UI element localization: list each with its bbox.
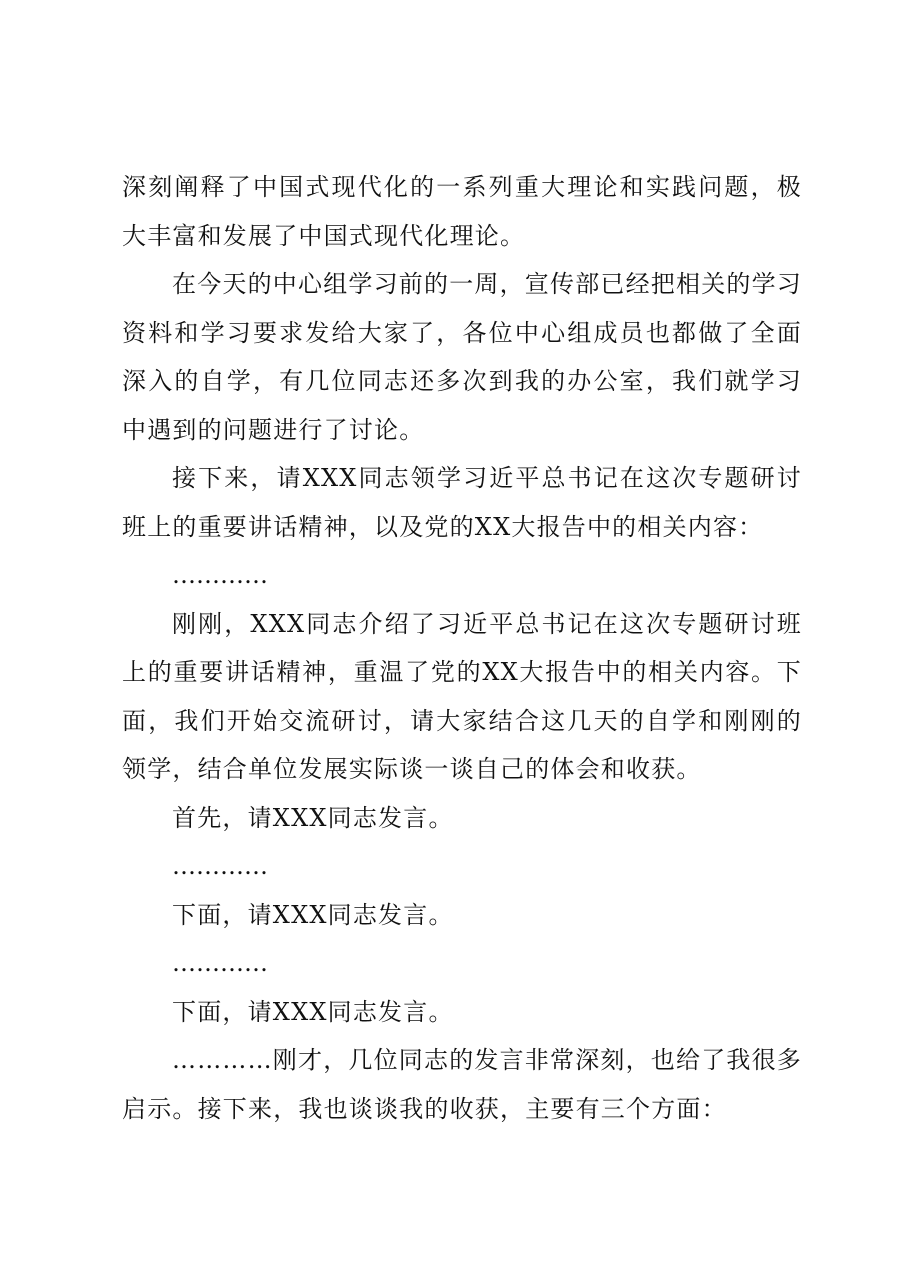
ellipsis-line: ………… — [172, 852, 268, 880]
paragraph-continuation: 深刻阐释了中国式现代化的一系列重大理论和实践问题，极大丰富和发展了中国式现代化理论。 — [122, 173, 802, 250]
paragraph-summary: …………刚才，几位同志的发言非常深刻，也给了我很多启示。接下来，我也谈谈我的收获，主要有三个方面： — [122, 1046, 802, 1123]
ellipsis-line: ………… — [172, 949, 268, 977]
paragraph-lead-study: 接下来，请XXX同志领学习近平总书记在这次专题研讨班上的重要讲话精神，以及党的XX大报告中的相关内容： — [122, 464, 802, 541]
document-body — [122, 163, 802, 1133]
paragraph-discussion: 刚刚，XXX同志介绍了习近平总书记在这次专题研讨班上的重要讲话精神，重温了党的XX大报告中的相关内容。下面，我们开始交流研讨，请大家结合这几天的自学和刚刚的领学，结合单位发展实际谈一谈自己的体会和收获。 — [122, 609, 802, 783]
paragraph-study-preparation: 在今天的中心组学习前的一周，宣传部已经把相关的学习资料和学习要求发给大家了，各位中心组成员也都做了全面深入的自学，有几位同志还多次到我的办公室，我们就学习中遇到的问题进行了讨论。 — [122, 270, 802, 444]
paragraph-next-speaker: 下面，请XXX同志发言。 — [172, 900, 454, 929]
paragraph-first-speaker: 首先，请XXX同志发言。 — [172, 803, 454, 832]
ellipsis-line: ………… — [172, 561, 268, 589]
paragraph-next-speaker: 下面，请XXX同志发言。 — [172, 997, 454, 1026]
